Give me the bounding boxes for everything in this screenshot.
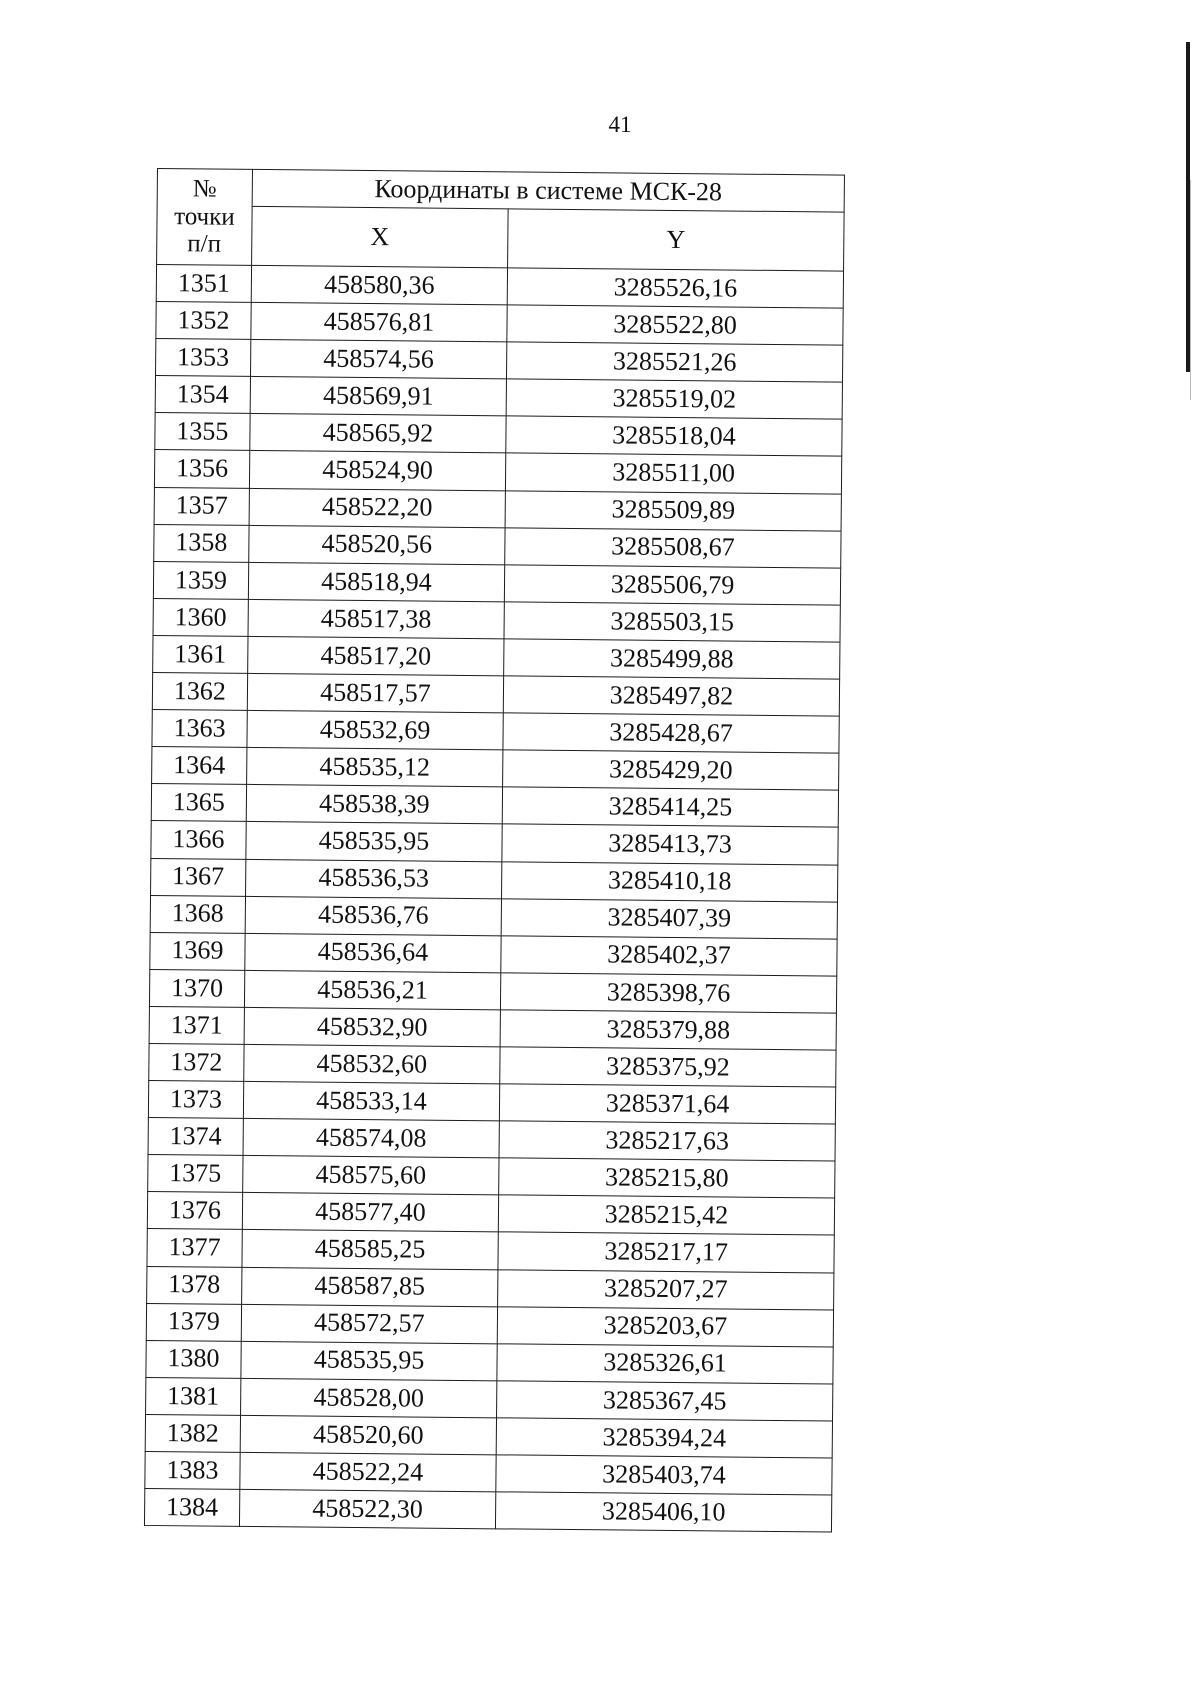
x-coordinate-cell: 458517,20 (247, 636, 504, 676)
point-number-cell: 1365 (151, 784, 246, 822)
x-coordinate-cell: 458522,20 (249, 488, 506, 528)
x-coordinate-cell: 458528,00 (240, 1378, 497, 1418)
y-coordinate-cell: 3285207,27 (498, 1269, 834, 1309)
y-coordinate-cell: 3285522,80 (507, 305, 843, 345)
point-number-header-line3: п/п (187, 230, 222, 258)
point-number-cell: 1381 (146, 1377, 241, 1415)
x-coordinate-cell: 458576,81 (251, 303, 508, 343)
y-coordinate-cell: 3285217,63 (499, 1121, 835, 1161)
point-number-cell: 1366 (151, 821, 246, 859)
x-coordinate-cell: 458532,60 (244, 1044, 501, 1084)
y-coordinate-cell: 3285499,88 (504, 639, 840, 679)
y-coordinate-cell: 3285506,79 (504, 565, 840, 605)
x-column-header: X (251, 206, 508, 267)
x-coordinate-cell: 458522,30 (239, 1489, 496, 1529)
x-coordinate-cell: 458520,60 (240, 1415, 497, 1455)
y-coordinate-cell: 3285407,39 (501, 898, 837, 938)
y-coordinate-cell: 3285413,73 (502, 824, 838, 864)
point-number-cell: 1370 (149, 969, 244, 1007)
x-coordinate-cell: 458577,40 (242, 1193, 499, 1233)
point-number-cell: 1374 (148, 1118, 243, 1156)
page-number: 41 (608, 112, 632, 137)
x-coordinate-cell: 458565,92 (250, 414, 507, 454)
x-coordinate-cell: 458535,95 (246, 822, 503, 862)
point-number-cell: 1383 (145, 1451, 240, 1489)
x-coordinate-cell: 458575,60 (242, 1156, 499, 1196)
x-coordinate-cell: 458574,08 (243, 1119, 500, 1159)
x-coordinate-cell: 458532,90 (244, 1007, 501, 1047)
y-coordinate-cell: 3285518,04 (506, 416, 842, 456)
point-number-header (157, 169, 253, 266)
x-coordinate-cell: 458520,56 (249, 525, 506, 565)
y-coordinate-cell: 3285406,10 (496, 1492, 832, 1532)
y-coordinate-cell: 3285519,02 (506, 379, 842, 419)
table-row (144, 1489, 831, 1533)
y-coordinate-cell: 3285375,92 (500, 1047, 836, 1087)
x-coordinate-cell: 458532,69 (247, 711, 504, 751)
point-number-cell: 1356 (154, 450, 249, 488)
y-coordinate-cell: 3285394,24 (496, 1418, 832, 1458)
y-coordinate-cell: 3285526,16 (507, 268, 843, 308)
point-number-cell: 1382 (145, 1414, 240, 1452)
x-coordinate-cell: 458569,91 (250, 377, 507, 417)
x-coordinate-cell: 458522,24 (240, 1452, 497, 1492)
x-coordinate-cell: 458524,90 (249, 451, 506, 491)
point-number-cell: 1368 (150, 895, 245, 933)
point-number-cell: 1367 (151, 858, 246, 896)
y-coordinate-cell: 3285217,17 (498, 1232, 834, 1272)
y-coordinate-cell: 3285403,74 (496, 1455, 832, 1495)
point-number-cell: 1378 (147, 1266, 242, 1304)
point-number-cell: 1371 (149, 1006, 244, 1044)
point-number-cell: 1364 (152, 747, 247, 785)
y-coordinate-cell: 3285402,37 (501, 936, 837, 976)
x-coordinate-cell: 458536,64 (245, 933, 502, 973)
coordinates-table (144, 168, 845, 1533)
y-coordinate-cell: 3285398,76 (501, 973, 837, 1013)
table-body (144, 265, 843, 1533)
point-number-cell: 1352 (156, 302, 251, 340)
x-coordinate-cell: 458580,36 (251, 265, 508, 305)
y-coordinate-cell: 3285509,89 (505, 490, 841, 530)
x-coordinate-cell: 458533,14 (243, 1081, 500, 1121)
point-number-cell: 1369 (150, 932, 245, 970)
point-number-cell: 1384 (144, 1489, 239, 1527)
point-number-cell: 1358 (154, 524, 249, 562)
x-coordinate-cell: 458574,56 (250, 340, 507, 380)
y-coordinate-cell: 3285367,45 (497, 1381, 833, 1421)
point-number-cell: 1360 (153, 598, 248, 636)
y-coordinate-cell: 3285414,25 (502, 787, 838, 827)
y-coordinate-cell: 3285503,15 (504, 602, 840, 642)
y-coordinate-cell: 3285429,20 (503, 750, 839, 790)
point-number-cell: 1353 (156, 339, 251, 377)
x-coordinate-cell: 458535,95 (241, 1341, 498, 1381)
point-number-cell: 1373 (148, 1081, 243, 1119)
y-coordinate-cell: 3285508,67 (505, 528, 841, 568)
y-coordinate-cell: 3285326,61 (497, 1344, 833, 1384)
point-number-cell: 1362 (152, 673, 247, 711)
x-coordinate-cell: 458585,25 (242, 1230, 499, 1270)
point-number-cell: 1379 (146, 1303, 241, 1341)
y-coordinate-cell: 3285428,67 (503, 713, 839, 753)
x-coordinate-cell: 458518,94 (248, 562, 505, 602)
x-coordinate-cell: 458517,38 (248, 599, 505, 639)
x-coordinate-cell: 458536,76 (245, 896, 502, 936)
point-number-cell: 1377 (147, 1229, 242, 1267)
x-coordinate-cell: 458517,57 (247, 673, 504, 713)
table-header (157, 169, 845, 272)
x-coordinate-cell: 458536,53 (245, 859, 502, 899)
point-number-header-line2: точки (174, 202, 235, 231)
y-coordinate-cell: 3285379,88 (500, 1010, 836, 1050)
x-coordinate-cell: 458572,57 (241, 1304, 498, 1344)
point-number-cell: 1376 (147, 1192, 242, 1230)
y-coordinate-cell: 3285215,42 (498, 1195, 834, 1235)
point-number-header-line1: № (192, 175, 217, 203)
point-number-cell: 1351 (156, 265, 251, 303)
y-coordinate-cell: 3285371,64 (499, 1084, 835, 1124)
point-number-cell: 1363 (152, 710, 247, 748)
coordinate-system-header: Координаты в системе МСК-28 (252, 169, 844, 212)
x-coordinate-cell: 458587,85 (241, 1267, 498, 1307)
x-coordinate-cell: 458538,39 (246, 785, 503, 825)
y-coordinate-cell: 3285410,18 (502, 861, 838, 901)
x-coordinate-cell: 458536,21 (244, 970, 501, 1010)
y-coordinate-cell: 3285521,26 (507, 342, 843, 382)
point-number-cell: 1380 (146, 1340, 241, 1378)
y-coordinate-cell: 3285497,82 (503, 676, 839, 716)
point-number-cell: 1361 (153, 635, 248, 673)
point-number-cell: 1354 (155, 376, 250, 414)
point-number-cell: 1375 (148, 1155, 243, 1193)
y-coordinate-cell: 3285215,80 (499, 1158, 835, 1198)
point-number-cell: 1355 (155, 413, 250, 451)
point-number-cell: 1372 (149, 1043, 244, 1081)
y-column-header: Y (508, 209, 844, 271)
y-coordinate-cell: 3285511,00 (505, 453, 841, 493)
point-number-cell: 1357 (154, 487, 249, 525)
x-coordinate-cell: 458535,12 (246, 748, 503, 788)
point-number-cell: 1359 (153, 561, 248, 599)
y-coordinate-cell: 3285203,67 (497, 1306, 833, 1346)
scan-edge-shadow (1190, 180, 1191, 400)
